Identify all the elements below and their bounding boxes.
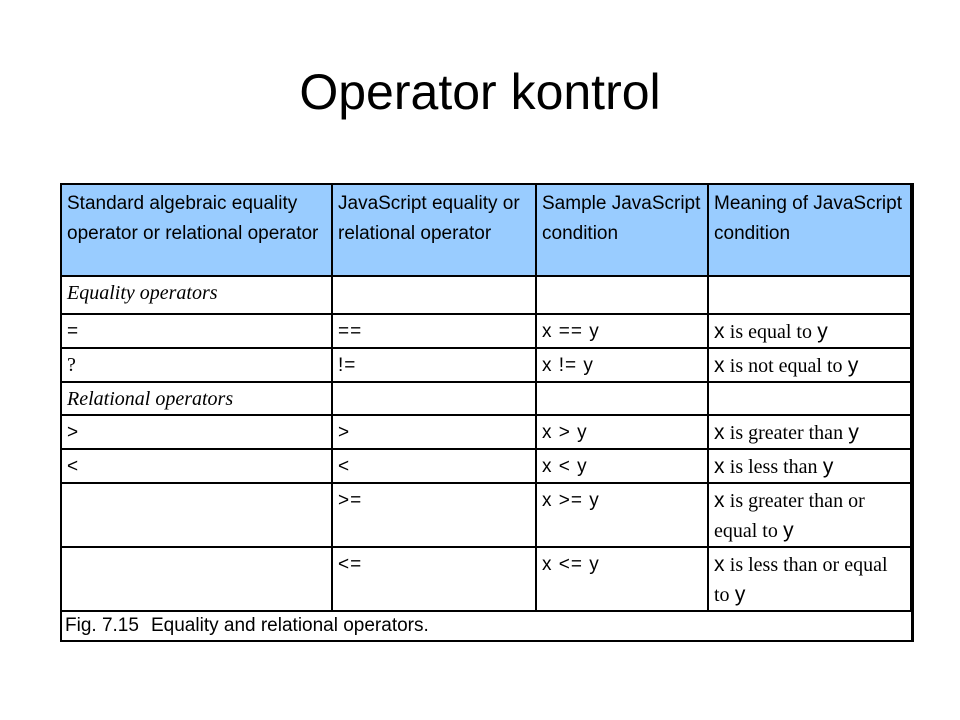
algebraic-cell: > <box>61 415 332 449</box>
sample-condition-cell: x == y <box>536 314 708 348</box>
table-row <box>61 449 911 483</box>
sample-condition-cell: x >= y <box>536 483 708 547</box>
meaning-cell: x is not equal to y <box>708 348 911 382</box>
meaning-cell: x is greater than y <box>708 415 911 449</box>
js-operator-cell: >= <box>332 483 536 547</box>
meaning-cell: x is greater than or equal to y <box>708 483 911 547</box>
operator-table <box>60 183 912 612</box>
js-operator-cell: == <box>332 314 536 348</box>
section-label-equality: Equality operators <box>61 276 332 314</box>
section-row-equality <box>61 276 911 314</box>
meaning-cell: x is less than y <box>708 449 911 483</box>
table-header-row <box>61 184 911 276</box>
algebraic-cell: < <box>61 449 332 483</box>
caption-label: Fig. 7.15 <box>65 615 139 636</box>
header-sample-condition: Sample JavaScript condition <box>536 184 708 276</box>
section-label-relational: Relational operators <box>61 382 332 415</box>
algebraic-cell: = <box>61 314 332 348</box>
sample-condition-cell: x > y <box>536 415 708 449</box>
algebraic-cell: ? <box>61 348 332 382</box>
sample-condition-cell: x < y <box>536 449 708 483</box>
js-operator-cell: <= <box>332 547 536 611</box>
js-operator-cell: < <box>332 449 536 483</box>
operator-figure <box>60 183 914 642</box>
header-js-operator: JavaScript equality or relational operator <box>332 184 536 276</box>
meaning-cell: x is less than or equal to y <box>708 547 911 611</box>
table-row <box>61 547 911 611</box>
table-row <box>61 314 911 348</box>
figure-caption <box>60 612 911 642</box>
sample-condition-cell: x != y <box>536 348 708 382</box>
js-operator-cell: != <box>332 348 536 382</box>
table-row <box>61 348 911 382</box>
js-operator-cell: > <box>332 415 536 449</box>
table-row <box>61 415 911 449</box>
sample-condition-cell: x <= y <box>536 547 708 611</box>
header-meaning: Meaning of JavaScript condition <box>708 184 911 276</box>
section-row-relational <box>61 382 911 415</box>
slide-title: Operator kontrol <box>299 64 661 120</box>
meaning-cell: x is equal to y <box>708 314 911 348</box>
algebraic-cell <box>61 483 332 547</box>
algebraic-cell <box>61 547 332 611</box>
header-algebraic: Standard algebraic equality operator or relational operator <box>61 184 332 276</box>
table-row <box>61 483 911 547</box>
caption-text: Equality and relational operators. <box>151 615 429 636</box>
